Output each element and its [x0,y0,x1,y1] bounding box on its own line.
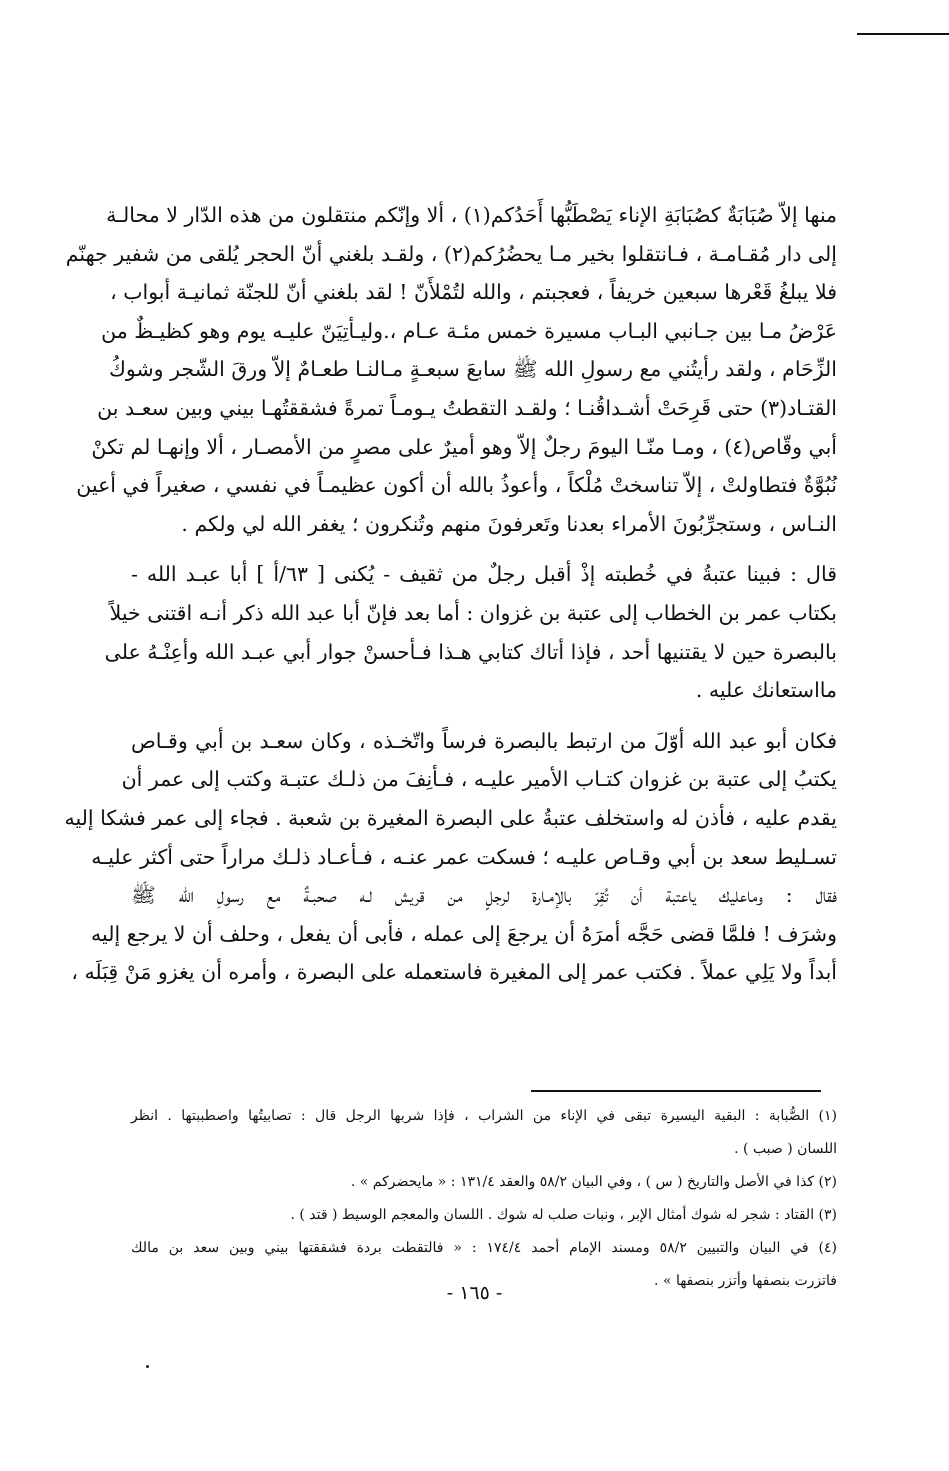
paragraph-3-line-4: تسـليط سعد بن أبي وقـاص عليـه ؛ فسكت عمر عنـه ، فـأعـاد ذلـك مراراً حتى أكثر عليـه [91,844,837,869]
footnote-3: (٣) القتاد : شجر له شوك أمثال الإبر ، ونبات صلب له شوك . اللسان والمعجم الوسيط ( قتد ) . [290,1207,837,1223]
paragraph-1-line-5: الزِّحَام ، ولقد رأيتُني مع رسولِ الله ﷺ سابعَ سبعـةٍ مـالنـا طعـامٌ إلاّ ورقَ الشّجر وشوكُ [109,357,837,382]
paragraph-1-line-7: أبي وقّاص(٤) ، ومـا منّـا اليومَ رجلٌ إلاّ وهو أميرٌ على مصرٍ من الأمصـار ، ألا وإنهـا لم تكنْ [91,434,837,459]
paragraph-1-line-6: القتـاد(٣) حتى قَرِحَتْ أشـداقُنـا ؛ ولقـد التقطتُ يـومـاً تمرةً فشققتُهـا بيني وبين سعـد بن [97,395,837,420]
paragraph-1-line-8: نُبُوَّةٌ فتطاولتْ ، إلاّ تناسختْ مُلْكاً ، وأعوذُ بالله أن أكون عظيمـاً في نفسي ، صغيراً في أعين [76,473,837,498]
paragraph-2-line-1: قال : فبينا عتبةُ في خُطبته إذْ أقبل رجلٌ من ثقيف - يُكنى [ ٦٣/أ ] أبا عبـد الله - [131,562,837,587]
paragraph-3-line-7: أبداً ولا يَلِي عملاً . فكتب عمر إلى المغيرة فاستعمله على البصرة ، وأمره أن يغزو مَنْ قِبَلَه ، [71,960,837,985]
paragraph-3-line-6: وشرَف ! فلمَّا قضى حَجَّه أمرَهُ أن يرجعَ إلى عمله ، فأبى أن يفعل ، وحلف أن لا يرجع إليه [91,921,837,946]
paragraph-1-line-1: منها إلاّ صُبَابَةٌ كصُبَابَةِ الإناء يَصْطَبُّها أَحَدُكم(١) ، ألا وإنّكم منتقلون من هذه الدّار لا محالـة [106,203,837,227]
footnote-4-line-1: (٤) في البيان والتبيين ٥٨/٢ ومسند الإمام أحمد ١٧٤/٤ : « فالتقطت بردة فشققتها بيني وبين سعد بن مالك [131,1240,838,1256]
paragraph-3-line-3: يقدم عليه ، فأذن له واستخلف عتبةُ على البصرة المغيرة بن شعبة . فجاء إلى عمر فشكا إليه [64,805,837,830]
footnote-1-line-1: (١) الصُّبابة : البقية اليسيرة تبقى في الإناء من الشراب ، فإذا شربها الرجل قال : تصابيتُها واصطببتها . انظر [131,1108,837,1124]
footnote-1-line-2: اللسان ( صبب ) . [734,1141,837,1157]
paragraph-2-line-3: بالبصرة حين لا يقتنيها أحد ، فإذا أتاك كتابي هـذا فـأحسنْ جوار أبي عبـد الله وأعِنْـهُ على [104,639,837,664]
main-text [64,196,837,992]
paragraph-1-line-4: عَرْضُ مـا بين جـانبي البـاب مسيرة خمس مئـة عـام ،.وليـأتِيَنّ عليـه يوم وهو كظيـظٌ من [101,318,837,343]
footnote-4-line-2: فاتزرت بنصفها وأتزر بنصفها » . [654,1273,837,1289]
paragraph-3-line-1: فكان أبو عبد الله أوّلَ من ارتبط بالبصرة فرساً واتّخـذه ، وكان سعـد بن أبي وقـاص [131,728,837,753]
paragraph-3-line-5: فقال : وماعليك ياعتبة أن تُقِرّ بالإمـارة لرجلٍ من قريش لـه صحبـةٌ مع رسولِ الله ﷺ [131,883,837,908]
header-rule [857,33,949,35]
paragraph-3-line-2: يكتبُ إلى عتبة بن غزوان كتـاب الأمير عليـه ، فـأنِفَ من ذلـك عتبـة وكتب إلى عمر أن [121,767,837,792]
paragraph-1-line-3: فلا يبلغُ قَعْرها سبعين خريفاً ، فعجبتم ، والله لتُمْلأَنّ ! لقد بلغني أنّ للجنّة ثمانيـة أبواب ، [110,280,837,305]
footnotes [131,1100,837,1298]
paragraph-gap [131,710,837,722]
paragraph-1-line-2: إلى دار مُقـامـة ، فـانتقلوا بخير مـا يحضُرُكم(٢) ، ولقـد بلغني أنّ الحجر يُلقى من شفير جهنّم [65,241,837,266]
paragraph-gap [131,543,837,555]
scan-speck [146,1365,149,1368]
footnote-separator [531,1090,821,1092]
paragraph-2-line-4: مااستعانك عليه . [695,678,837,703]
paragraph-2-line-2: بكتاب عمر بن الخطاب إلى عتبة بن غزوان : أما بعد فإنّ أبا عبد الله ذكر أنـه اقتنى خيلاً [109,600,837,625]
page-number: - ١٦٥ - [446,1282,503,1304]
paragraph-1-line-9: النـاس ، وستجرِّبُونَ الأمراء بعدنا وتَعرفونَ منهم وتُنكرون ؛ يغفر الله لي ولكم . [181,511,837,536]
footnote-2: (٢) كذا في الأصل والتاريخ ( س ) ، وفي البيان ٥٨/٢ والعقد ١٣١/٤ : « مايحضركم » . [350,1174,837,1190]
